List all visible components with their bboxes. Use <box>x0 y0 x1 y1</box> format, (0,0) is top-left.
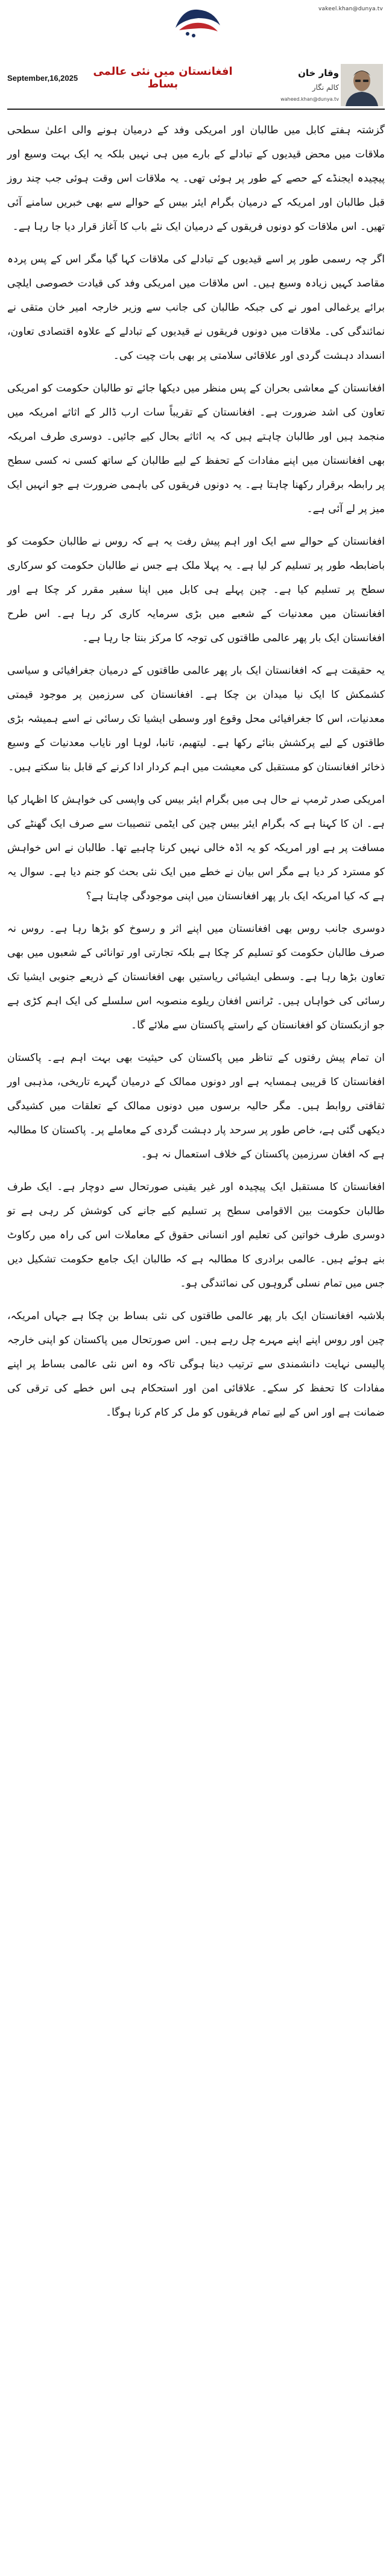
article-paragraph: افغانستان کا مستقبل ایک پیچیدہ اور غیر یقینی صورتحال سے دوچار ہے۔ ایک طرف طالبان حکومت بین الاقوامی سطح پر تسلیم کیے جانے کی کوشش کر رہی ہے تو دوسری طرف خواتین کی تعلیم اور انسانی حقوق کے معاملات اس کی راہ میں رکاوٹ بنے ہوئے ہیں۔ عالمی برادری کا مطالبہ ہے کہ طالبان ایک جامع حکومت تشکیل دیں جس میں تمام نسلی گروہوں کی نمائندگی ہو۔ <box>7 1181 385 1290</box>
article-paragraph: دوسری جانب روس بھی افغانستان میں اپنے اثر و رسوخ کو بڑھا رہا ہے۔ روس نہ صرف طالبان حکومت کو تسلیم کر چکا ہے بلکہ تجارتی اور توانائی کے شعبوں میں بھی تعاون بڑھا رہا ہے۔ وسطی ایشیائی ریاستیں بھی افغانستان کے ذریعے جنوبی ایشیا تک رسائی کی خواہاں ہیں۔ ٹرانس افغان ریلوے منصوبہ اس سلسلے کی ایک اہم کڑی ہے جو ازبکستان کو افغانستان کے راستے پاکستان سے ملائے گا۔ <box>7 923 385 1031</box>
header-divider <box>7 109 385 110</box>
article-paragraph: افغانستان کے معاشی بحران کے پس منظر میں دیکھا جائے تو طالبان حکومت کو امریکی تعاون کی اشد ضرورت ہے۔ افغانستان کے تقریباً سات ارب ڈالر کے اثاثے امریکہ میں منجمد ہیں اور طالبان چاہتے ہیں کہ یہ اثاثے بحال کیے جائیں۔ دوسری طرف امریکہ بھی افغانستان میں اپنے مفادات کے تحفظ کے لیے طالبان کے ساتھ کسی نہ کسی سطح پر رابطہ برقرار رکھنا چاہتا ہے۔ یہ دونوں فریقوں کی باہمی ضرورت ہے جو انہیں ایک میز پر لے آئی ہے۔ <box>7 382 385 515</box>
article-body <box>7 118 385 2567</box>
article-paragraph: گزشتہ ہفتے کابل میں طالبان اور امریکی وفد کے درمیان ہونے والی اعلیٰ سطحی ملاقات میں محض قیدیوں کے تبادلے کے بارے میں ہی نہیں بلکہ یہ ایک بہت وسیع اور پیچیدہ ایجنڈے کے حصے کے طور پر ہوئی تھی۔ یہ ملاقات اس وقت ہوئی جب چند روز قبل طالبان اور امریکہ کے درمیان بگرام ایئر بیس کے حوالے سے بھی خبریں سامنے آئی تھیں۔ اس ملاقات کو دونوں فریقوں کے درمیان ایک نئے باب کا آغاز قرار دیا جا رہا ہے۔ <box>7 124 385 233</box>
author-email: waheed.khan@dunya.tv <box>280 97 339 102</box>
column-title: افغانستان میں نئی عالمی بساط <box>93 65 233 90</box>
author-title: کالم نگار <box>312 83 339 92</box>
author-photo <box>341 64 383 106</box>
publish-date: September,16,2025 <box>7 74 78 83</box>
article-paragraph: افغانستان کے حوالے سے ایک اور اہم پیش رفت یہ ہے کہ روس نے طالبان حکومت کو باضابطہ طور پر تسلیم کر لیا ہے۔ یہ پہلا ملک ہے جس نے طالبان حکومت کو سرکاری سطح پر تسلیم کیا ہے۔ چین پہلے ہی کابل میں اپنا سفیر مقرر کر چکا ہے اور افغانستان میں معدنیات کے شعبے میں بڑی سرمایہ کاری کر رہا ہے۔ اس طرح افغانستان ایک بار پھر عالمی طاقتوں کی توجہ کا مرکز بنتا جا رہا ہے۔ <box>7 536 385 644</box>
dunya-logo <box>171 4 225 42</box>
article-paragraph: ان تمام پیش رفتوں کے تناظر میں پاکستان کی حیثیت بھی بہت اہم ہے۔ پاکستان افغانستان کا قریبی ہمسایہ ہے اور دونوں ممالک کے درمیان گہرے تاریخی، مذہبی اور ثقافتی روابط ہیں۔ مگر حالیہ برسوں میں دونوں ممالک کے تعلقات میں کشیدگی دیکھی گئی ہے، خاص طور پر سرحد پار دہشت گردی کے معاملے پر۔ پاکستان کا مطالبہ ہے کہ افغان سرزمین پاکستان کے خلاف استعمال نہ ہو۔ <box>7 1052 385 1160</box>
author-name: وقار خان <box>298 68 339 78</box>
article-paragraph: اگر چہ رسمی طور پر اسے قیدیوں کے تبادلے کی ملاقات کہا گیا مگر اس کے پس پردہ مقاصد کہیں زیادہ وسیع ہیں۔ اس ملاقات میں امریکی وفد کی قیادت خصوصی ایلچی برائے یرغمالی امور نے کی جبکہ طالبان کی جانب سے وزیر خارجہ امیر خان متقی نے نمائندگی کی۔ ملاقات میں دونوں فریقوں نے قیدیوں کے تبادلے کے علاوہ اقتصادی تعاون، انسداد دہشت گردی اور علاقائی سلامتی پر بھی بات چیت کی۔ <box>7 253 385 362</box>
article-paragraph: یہ حقیقت ہے کہ افغانستان ایک بار پھر عالمی طاقتوں کے درمیان جغرافیائی و سیاسی کشمکش کا ایک نیا میدان بن چکا ہے۔ افغانستان کی سرزمین پر موجود قیمتی معدنیات، اس کا جغرافیائی محل وقوع اور وسطی ایشیا تک رسائی نے اسے ہمیشہ بڑی طاقتوں کے لیے پرکشش بنائے رکھا ہے۔ لیتھیم، تانبا، لوہا اور نایاب معدنیات کے وسیع ذخائر افغانستان کو مستقبل کی معیشت میں اہم کردار ادا کرنے کے قابل بنا سکتے ہیں۔ <box>7 665 385 773</box>
article-paragraph: بلاشبہ افغانستان ایک بار پھر عالمی طاقتوں کی نئی بساط بن چکا ہے جہاں امریکہ، چین اور روس اپنے اپنے مہرے چل رہے ہیں۔ اس صورتحال میں پاکستان کو اپنی خارجہ پالیسی نہایت دانشمندی سے ترتیب دینا ہوگی تاکہ وہ اس نئی عالمی بساط پر اپنے مفادات کا تحفظ کر سکے۔ علاقائی امن اور استحکام ہی اس خطے کی ترقی کی ضمانت ہے اور اس کے لیے تمام فریقوں کو مل کر کام کرنا ہوگا۔ <box>7 1310 385 1419</box>
newspaper-email: vakeel.khan@dunya.tv <box>318 6 383 12</box>
article-paragraph: امریکی صدر ٹرمپ نے حال ہی میں بگرام ایئر بیس کی واپسی کی خواہش کا اظہار کیا ہے۔ ان کا کہنا ہے کہ بگرام ایئر بیس چین کی ایٹمی تنصیبات سے صرف ایک گھنٹے کی مسافت پر ہے اور امریکہ کو یہ اڈہ خالی نہیں کرنا چاہیے تھا۔ طالبان نے اس خواہش کو مسترد کر دیا ہے مگر اس بیان نے خطے میں ایک نئی بحث کو جنم دیا ہے۔ سوال یہ ہے کہ کیا امریکہ ایک بار پھر افغانستان میں اپنی موجودگی چاہتا ہے؟ <box>7 794 385 902</box>
